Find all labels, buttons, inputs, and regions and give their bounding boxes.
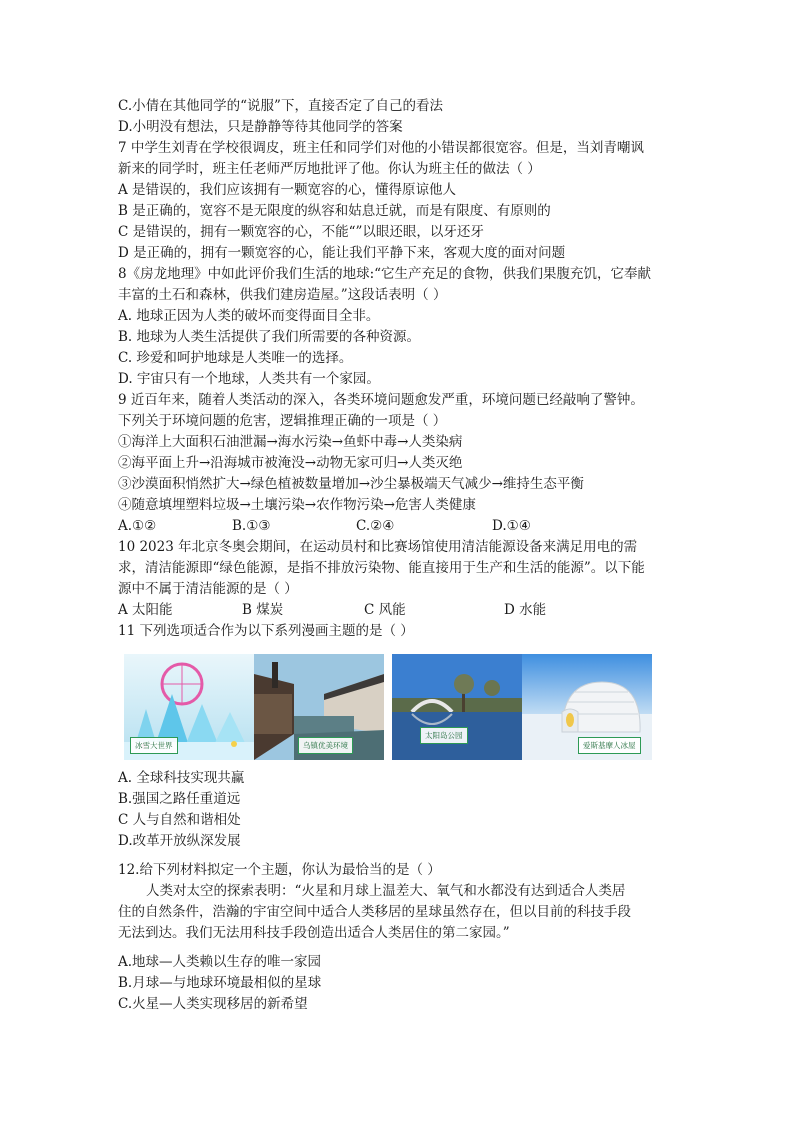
sun-island-park-image xyxy=(392,654,522,760)
q9-option-d: D.①④ xyxy=(492,518,531,534)
q11-option-d: D.改革开放纵深发展 xyxy=(118,833,241,849)
q11-option-a: A. 全球科技实现共赢 xyxy=(118,770,245,786)
water-town-caption: 乌镇优美环境 xyxy=(298,737,353,754)
q9-item-3: ③沙漠面积悄然扩大→绿色植被数量增加→沙尘暴极端天气减少→维持生态平衡 xyxy=(118,476,584,492)
q9-stem-line2: 下列关于环境问题的危害，逻辑推理正确的一项是（ ） xyxy=(118,413,447,429)
q7-option-d: D 是正确的，拥有一颗宽容的心，能让我们平静下来，客观大度的面对问题 xyxy=(118,245,566,261)
water-town-image xyxy=(254,654,384,760)
q7-option-c: C 是错误的，拥有一颗宽容的心，不能“”以眼还眼，以牙还牙 xyxy=(118,224,484,240)
q12-stem: 12.给下列材料拟定一个主题，你认为最恰当的是（ ） xyxy=(118,862,441,878)
igloo-caption: 爱斯基摩人冰屋 xyxy=(578,737,641,754)
q8-option-b: B. 地球为人类生活提供了我们所需要的各种资源。 xyxy=(118,329,421,345)
q12-option-c: C.火星—人类实现移居的新希望 xyxy=(118,996,308,1012)
q7-stem-line1: 7 中学生刘青在学校很调皮，班主任和同学们对他的小错误都很宽容。但是，当刘青嘲讽 xyxy=(118,140,644,156)
q11-option-b: B.强国之路任重道远 xyxy=(118,791,241,807)
q12-material-line3: 无法到达。我们无法用科技手段创造出适合人类居住的第二家园。” xyxy=(118,925,510,941)
sun-island-caption: 太阳岛公园 xyxy=(420,727,468,744)
q10-option-a: A 太阳能 xyxy=(118,602,173,618)
q11-cartoon-strip xyxy=(124,652,678,760)
q6-option-d: D.小明没有想法，只是静静等待其他同学的答案 xyxy=(118,119,403,135)
q10-options xyxy=(118,600,678,621)
q9-item-2: ②海平面上升→沿海城市被淹没→动物无家可归→人类灭绝 xyxy=(118,455,463,471)
q9-item-4: ④随意填埋塑料垃圾→土壤污染→农作物污染→危害人类健康 xyxy=(118,497,476,513)
q9-item-1: ①海洋上大面积石油泄漏→海水污染→鱼虾中毒→人类染病 xyxy=(118,434,463,450)
q8-stem-line1: 8《房龙地理》中如此评价我们生活的地球:“它生产充足的食物，供我们果腹充饥，它奉献 xyxy=(118,266,652,282)
q12-option-b: B.月球—与地球环境最相似的星球 xyxy=(118,975,322,991)
q10-stem-line3: 源中不属于清洁能源的是（ ） xyxy=(118,581,298,597)
q10-option-d: D 水能 xyxy=(504,602,547,618)
q6-option-c: C.小倩在其他同学的“说服”下，直接否定了自己的看法 xyxy=(118,98,443,114)
exam-page xyxy=(118,96,678,1015)
q8-option-c: C. 珍爱和呵护地球是人类唯一的选择。 xyxy=(118,350,353,366)
q9-option-a: A.①② xyxy=(118,518,157,534)
q7-stem-line2: 新来的同学时，班主任老师严厉地批评了他。你认为班主任的做法（ ） xyxy=(118,161,541,177)
q12-material-line2: 住的自然条件，浩瀚的宇宙空间中适合人类移居的星球虽然存在，但以目前的科技手段 xyxy=(118,904,631,920)
ice-snow-world-caption: 冰雪大世界 xyxy=(130,737,178,754)
q7-option-a: A 是错误的，我们应该拥有一颗宽容的心，懂得原谅他人 xyxy=(118,182,457,198)
q11-stem: 11 下列选项适合作为以下系列漫画主题的是（ ） xyxy=(118,623,414,639)
q7-option-b: B 是正确的，宽容不是无限度的纵容和姑息迁就，而是有限度、有原则的 xyxy=(118,203,551,219)
sun-island-illustration xyxy=(392,654,522,760)
q9-option-c: C.②④ xyxy=(356,518,395,534)
q8-option-a: A. 地球正因为人类的破坏而变得面目全非。 xyxy=(118,308,380,324)
q10-option-b: B 煤炭 xyxy=(242,602,284,618)
ice-snow-world-image xyxy=(124,654,254,760)
q12-material-line1: 人类对太空的探索表明：“火星和月球上温差大、氧气和水都没有达到适合人类居 xyxy=(146,883,626,899)
q9-options xyxy=(118,516,678,537)
q8-option-d: D. 宇宙只有一个地球，人类共有一个家园。 xyxy=(118,371,380,387)
q10-stem-line1: 10 2023 年北京冬奥会期间，在运动员村和比赛场馆使用清洁能源设备来满足用电的需 xyxy=(118,539,638,555)
q9-stem-line1: 9 近百年来，随着人类活动的深入，各类环境问题愈发严重，环境问题已经敲响了警钟。 xyxy=(118,392,644,408)
q10-stem-line2: 求，清洁能源即“绿色能源，是指不排放污染物、能直接用于生产和生活的能源”。以下能 xyxy=(118,560,645,576)
q10-option-c: C 风能 xyxy=(364,602,406,618)
q9-option-b: B.①③ xyxy=(232,518,271,534)
igloo-image xyxy=(522,654,652,760)
q8-stem-line2: 丰富的土石和森林，供我们建房造屋。”这段话表明（ ） xyxy=(118,287,447,303)
q11-option-c: C 人与自然和谐相处 xyxy=(118,812,241,828)
q12-option-a: A.地球—人类赖以生存的唯一家园 xyxy=(118,954,322,970)
